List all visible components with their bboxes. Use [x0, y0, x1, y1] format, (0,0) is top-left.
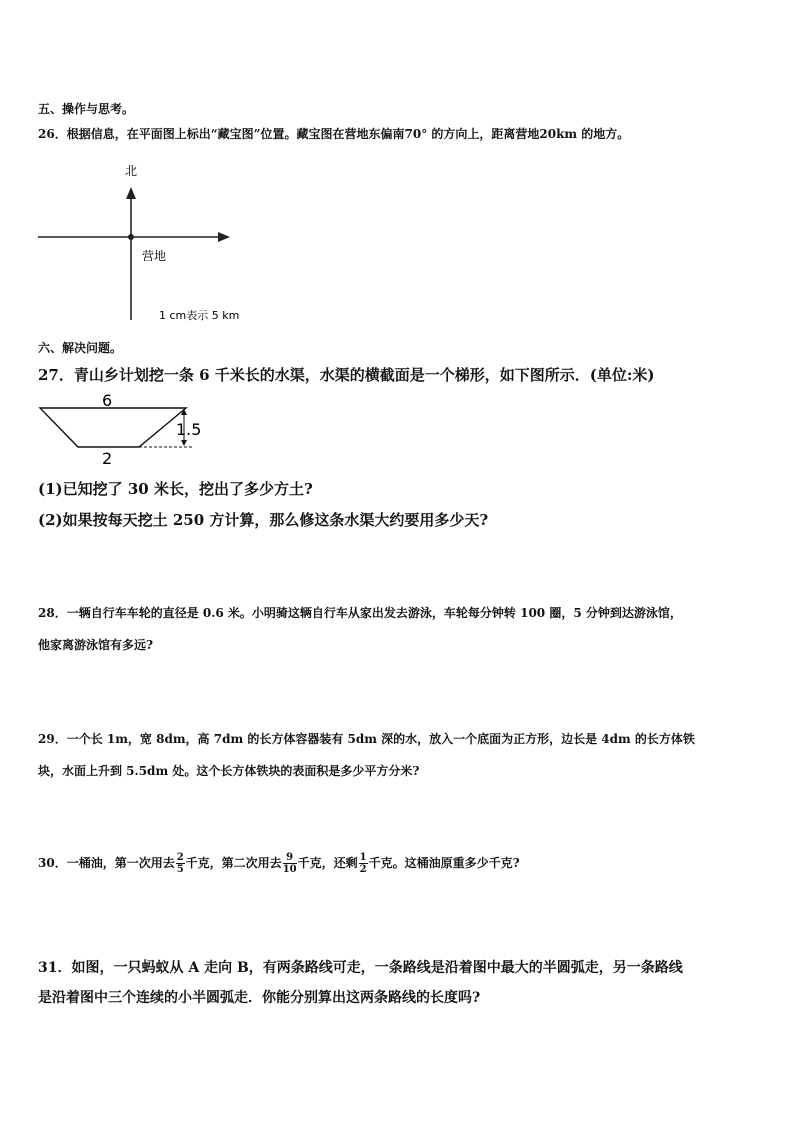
- question-31-line-2: 是沿着图中三个连续的小半圆弧走．你能分别算出这两条路线的长度吗?: [38, 990, 481, 1006]
- bottom-length-label: 2: [102, 449, 113, 468]
- north-arrow-icon: [126, 187, 136, 199]
- question-27-text: 27．青山乡计划挖一条 6 千米长的水渠，水渠的横截面是一个梯形，如下图所示．(单位:米): [38, 366, 655, 384]
- question-30-part-b: 千克，第二次用去: [185, 856, 282, 870]
- question-30-part-a: 30．一桶油，第一次用去: [38, 856, 175, 870]
- question-28-line-2: 他家离游泳馆有多远?: [38, 638, 154, 652]
- question-30-text: [38, 852, 520, 875]
- camp-point: [128, 234, 134, 240]
- question-29-line-2: 块，水面上升到 5.5dm 处。这个长方体铁块的表面积是多少平方分米?: [38, 764, 420, 778]
- question-27-part-1: (1)已知挖了 30 米长，挖出了多少方土?: [38, 480, 313, 498]
- height-arrow-down-icon: [181, 440, 187, 446]
- fraction-two-fifths: $\frac{2}{5}$: [176, 852, 184, 875]
- direction-diagram: [30, 155, 270, 335]
- trapezoid-diagram: [34, 392, 214, 468]
- top-length-label: 6: [102, 392, 113, 410]
- scale-label: 1 cm表示 5 km: [159, 309, 240, 322]
- question-29-line-1: 29．一个长 1m，宽 8dm，高 7dm 的长方体容器装有 5dm 深的水，放入一个底面为正方形，边长是 4dm 的长方体铁: [38, 732, 695, 746]
- fraction-nine-tenths: $\frac{9}{10}$: [282, 852, 297, 875]
- east-arrow-icon: [218, 232, 230, 242]
- question-31-line-1: 31．如图，一只蚂蚁从 A 走向 B，有两条路线可走，一条路线是沿着图中最大的半圆弧走，另一条路线: [38, 960, 683, 976]
- trapezoid-shape: [40, 408, 186, 447]
- question-30-part-c: 千克，还剩: [297, 856, 358, 870]
- question-30-part-d: 千克。这桶油原重多少千克?: [368, 856, 520, 870]
- fraction-one-half: $\frac{1}{2}$: [359, 852, 367, 875]
- section-5-title: 五、操作与思考。: [38, 102, 135, 116]
- height-label: 1.5: [176, 420, 202, 439]
- north-label: 北: [125, 164, 138, 178]
- section-6-title: 六、解决问题。: [38, 341, 123, 355]
- question-27-part-2: (2)如果按每天挖土 250 方计算，那么修这条水渠大约要用多少天?: [38, 511, 489, 529]
- camp-label: 营地: [142, 249, 167, 263]
- question-26-text: 26．根据信息，在平面图上标出“藏宝图”位置。藏宝图在营地东偏南70° 的方向上，距离营地20km 的地方。: [38, 127, 630, 141]
- question-28-line-1: 28．一辆自行车车轮的直径是 0.6 米。小明骑这辆自行车从家出发去游泳，车轮每分钟转 100 圈，5 分钟到达游泳馆，: [38, 606, 682, 620]
